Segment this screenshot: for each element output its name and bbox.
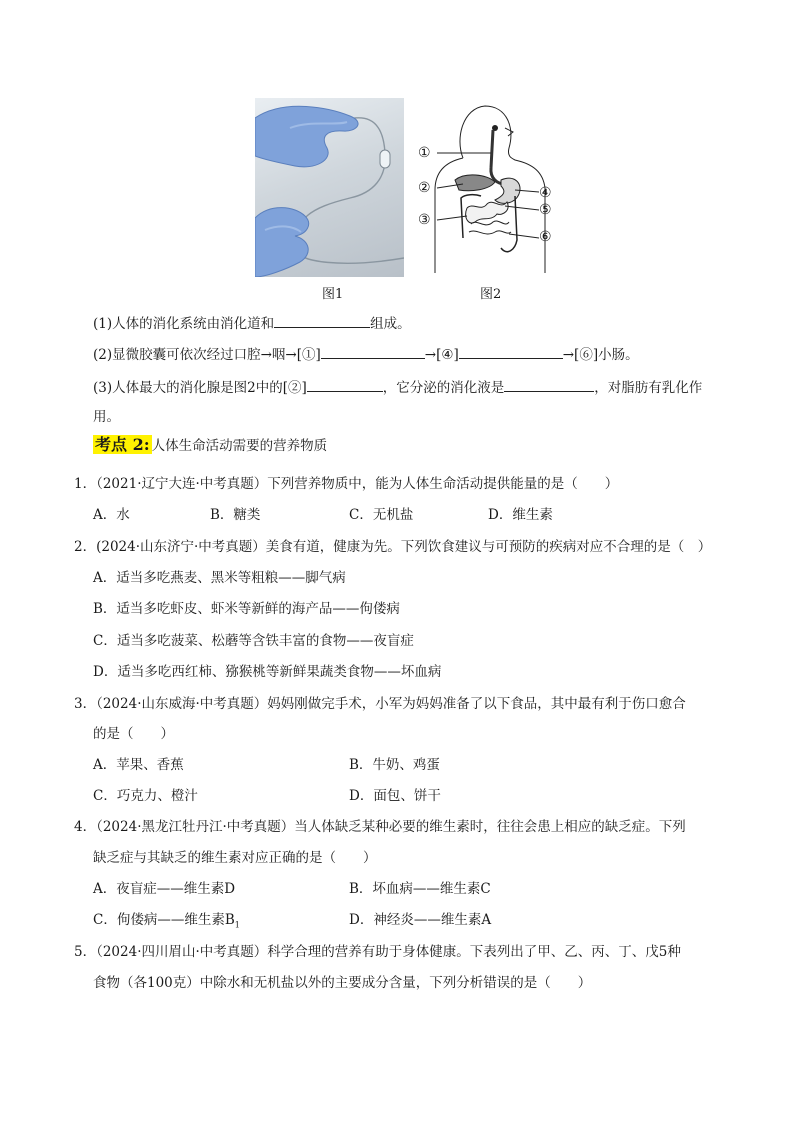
- sub-question-2: [93, 343, 639, 363]
- answer-blank[interactable]: [274, 313, 370, 328]
- sub-question-2-b: →[④]: [424, 347, 459, 363]
- answer-blank[interactable]: [321, 344, 425, 359]
- answer-blank[interactable]: [307, 377, 383, 392]
- sub-question-1: [93, 312, 411, 332]
- q2-option-d[interactable]: D．适当多吃西红柿、猕猴桃等新鲜果蔬类食物——坏血病: [93, 664, 442, 680]
- label-5: ⑤: [539, 202, 552, 218]
- q3-option-c[interactable]: C．巧克力、橙汁: [93, 788, 198, 804]
- sub-question-3-b: ，它分泌的消化液是: [382, 380, 505, 396]
- sub-question-1-end: 组成。: [370, 316, 411, 332]
- q2-option-b[interactable]: B．适当多吃虾皮、虾米等新鲜的海产品——佝偻病: [93, 601, 400, 617]
- label-1: ①: [418, 145, 431, 161]
- question-3-stem-cont: 的是（ ）: [93, 726, 174, 742]
- label-3: ③: [418, 212, 431, 228]
- fig1-caption: 图1: [322, 287, 344, 302]
- q4-option-d[interactable]: D．神经炎——维生素A: [349, 912, 492, 928]
- answer-blank[interactable]: [504, 377, 594, 392]
- q1-option-c[interactable]: C．无机盐: [349, 507, 414, 523]
- q4-option-c-text: C．佝偻病——维生素B: [93, 912, 235, 928]
- question-5-stem: 5．（2024·四川眉山·中考真题）科学合理的营养有助于身体健康。下表列出了甲、乙、丙、丁、戊5种: [74, 944, 681, 960]
- sub-question-2-a: (2)显微胶囊可依次经过口腔→咽→[①]: [93, 347, 321, 363]
- q4-option-c-subscript: 1: [234, 920, 240, 930]
- question-3-stem: 3．（2024·山东威海·中考真题）妈妈刚做完手术，小军为妈妈准备了以下食品，其中最有利于伤口愈合: [74, 696, 686, 712]
- label-4: ④: [539, 185, 552, 201]
- q4-option-b[interactable]: B．坏血病——维生素C: [349, 881, 491, 897]
- q3-option-d[interactable]: D．面包、饼干: [349, 788, 441, 804]
- fig2-caption: 图2: [480, 287, 502, 302]
- q1-option-b[interactable]: B．糖类: [210, 507, 261, 523]
- sub-question-3: [93, 376, 702, 396]
- q3-option-b[interactable]: B．牛奶、鸡蛋: [349, 757, 440, 773]
- digestive-system-diagram: [415, 98, 555, 273]
- sub-question-3-c: ，对脂肪有乳化作: [594, 380, 703, 396]
- section-heading: [93, 432, 327, 455]
- section-title: 人体生命活动需要的营养物质: [151, 438, 328, 454]
- question-4-stem-cont: 缺乏症与其缺乏的维生素对应正确的是（ ）: [93, 850, 377, 866]
- q3-option-a[interactable]: A．苹果、香蕉: [93, 757, 184, 773]
- question-2-stem: 2．(2024·山东济宁·中考真题）美食有道，健康为先。下列饮食建议与可预防的疾病对应不合理的是（ ）: [74, 539, 712, 555]
- label-2: ②: [418, 180, 431, 196]
- q1-option-a[interactable]: A．水: [93, 507, 130, 523]
- sub-question-1-text: (1)人体的消化系统由消化道和: [93, 316, 275, 332]
- label-6: ⑥: [539, 229, 552, 245]
- answer-blank[interactable]: [459, 344, 563, 359]
- question-5-stem-cont: 食物（各100克）中除水和无机盐以外的主要成分含量，下列分析错误的是（ ）: [93, 975, 592, 991]
- sub-question-3-a: (3)人体最大的消化腺是图2中的[②]: [93, 380, 307, 396]
- q4-option-a[interactable]: A．夜盲症——维生素D: [93, 881, 236, 897]
- section-tag: 考点 2:: [95, 435, 150, 454]
- question-4-stem: 4．（2024·黑龙江牡丹江·中考真题）当人体缺乏某种必要的维生素时，往往会患上相应的缺乏症。下列: [74, 819, 686, 835]
- capsule-photo: [255, 98, 404, 277]
- sub-question-3-d: 用。: [93, 409, 120, 425]
- question-1-stem: 1．（2021·辽宁大连·中考真题）下列营养物质中，能为人体生命活动提供能量的是（ ）: [74, 476, 619, 492]
- sub-question-2-c: →[⑥]小肠。: [562, 347, 639, 363]
- q2-option-a[interactable]: A．适当多吃燕麦、黑米等粗粮——脚气病: [93, 570, 346, 586]
- q4-option-c[interactable]: [93, 908, 240, 930]
- q1-option-d[interactable]: D．维生素: [488, 507, 553, 523]
- q2-option-c[interactable]: C．适当多吃菠菜、松蘑等含铁丰富的食物——夜盲症: [93, 633, 414, 649]
